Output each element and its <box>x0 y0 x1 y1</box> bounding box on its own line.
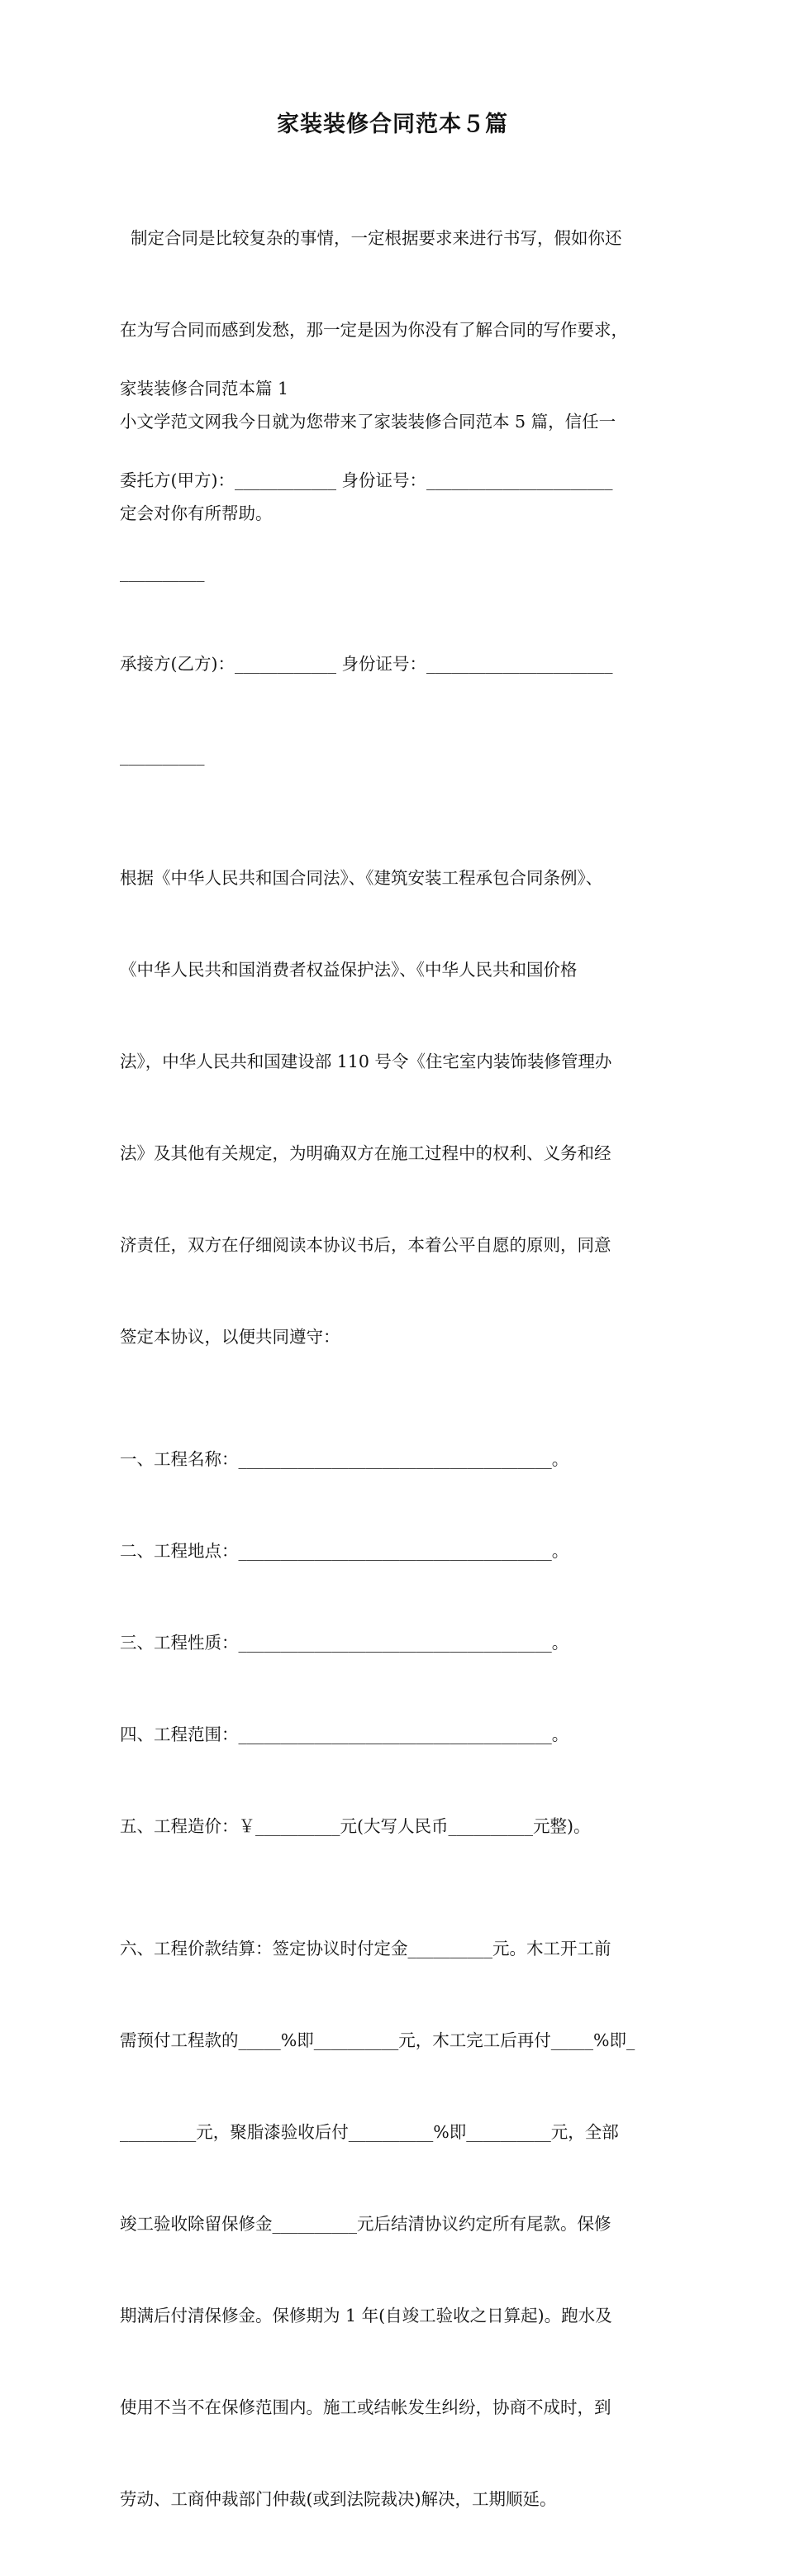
intro-line: 制定合同是比较复杂的事情，一定根据要求来进行书写，假如你还 <box>120 228 622 248</box>
preamble-line: 签定本协议，以便共同遵守： <box>120 1327 340 1347</box>
item-payment-line: 竣工验收除留保修金__________元后结清协议约定所有尾款。保修 <box>120 2214 611 2234</box>
item-project-name: 一、工程名称：_____________________________________。 <box>120 1449 569 1469</box>
preamble-line: 根据《中华人民共和国合同法》、《建筑安装工程承包合同条例》、 <box>120 868 603 888</box>
document-title: 家装装修合同范本５篇 <box>277 112 508 137</box>
party-b-line: 承接方(乙方)：____________ 身份证号：______________________ <box>120 654 613 674</box>
contract-section <box>120 312 675 2576</box>
item-payment-line: 期满后付清保修金。保修期为 1 年(自竣工验收之日算起)。跑水及 <box>120 2306 612 2326</box>
section-heading: 家装装修合同范本篇 1 <box>120 379 289 398</box>
intro-line: 在为写合同而感到发愁，那一定是因为你没有了解合同的写作要求， <box>120 320 628 340</box>
preamble-line: 《中华人民共和国消费者权益保护法》、《中华人民共和国价格 <box>120 960 578 980</box>
party-a-continuation: __________ <box>120 562 205 582</box>
item-payment-line: 劳动、工商仲裁部门仲裁(或到法院裁决)解决，工期顺延。 <box>120 2489 557 2509</box>
intro-line: 小文学范文网我今日就为您带来了家装装修合同范本 5 篇，信任一 <box>120 412 616 432</box>
item-project-nature: 三、工程性质：_____________________________________。 <box>120 1633 569 1653</box>
preamble-line: 法》及其他有关规定，为明确双方在施工过程中的权利、义务和经 <box>120 1143 611 1163</box>
item-project-cost: 五、工程造价：￥__________元(大写人民币__________元整)。 <box>120 1816 591 1836</box>
item-project-scope: 四、工程范围：_____________________________________。 <box>120 1724 569 1744</box>
intro-line: 定会对你有所帮助。 <box>120 503 273 523</box>
item-payment-line: _________元，聚脂漆验收后付__________%即__________元，全部 <box>120 2122 619 2142</box>
party-b-continuation: __________ <box>120 746 205 766</box>
item-payment-line: 使用不当不在保修范围内。施工或结帐发生纠纷，协商不成时，到 <box>120 2397 611 2417</box>
preamble-line: 法》，中华人民共和国建设部 110 号令《住宅室内装饰装修管理办 <box>120 1052 612 1071</box>
item-payment-line: 六、工程价款结算：签定协议时付定金__________元。木工开工前 <box>120 1939 611 1958</box>
party-a-line: 委托方(甲方)：____________ 身份证号：______________________ <box>120 470 613 490</box>
item-payment-line: 需预付工程款的_____%即__________元，木工完工后再付_____%即_ <box>120 2030 635 2050</box>
item-project-location: 二、工程地点：_____________________________________。 <box>120 1541 569 1561</box>
preamble-line: 济责任，双方在仔细阅读本协议书后，本着公平自愿的原则，同意 <box>120 1235 611 1255</box>
